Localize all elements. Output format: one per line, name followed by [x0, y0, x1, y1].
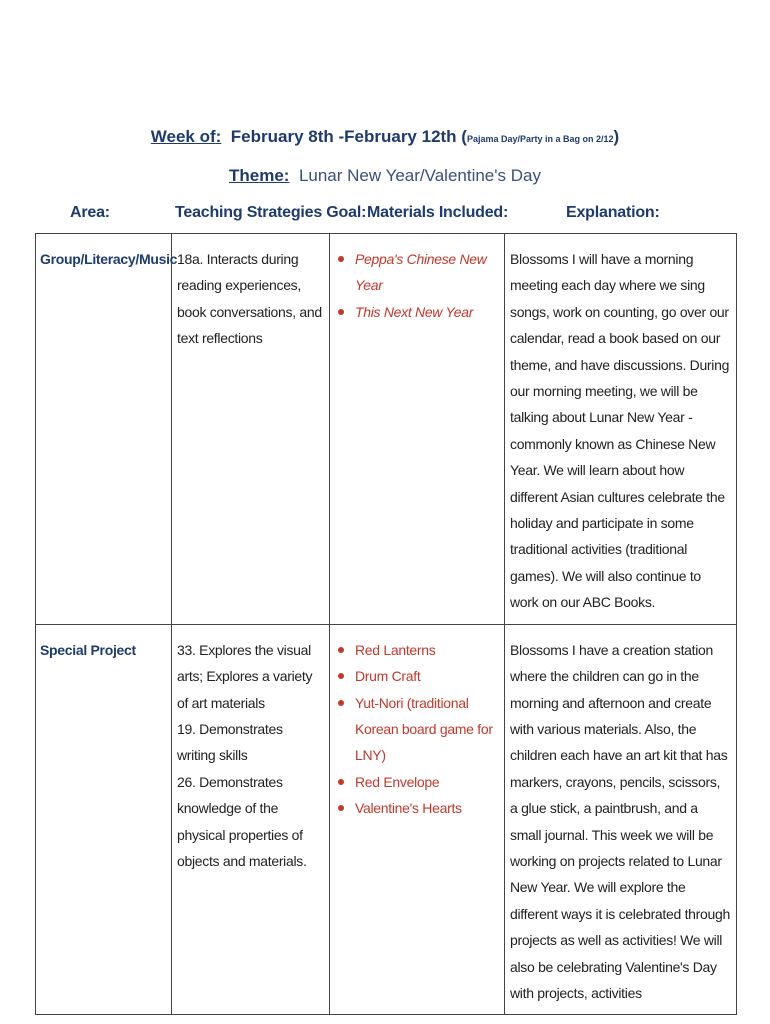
materials-cell — [330, 234, 505, 625]
week-note-open: ( — [461, 127, 467, 146]
week-dates: February 8th -February 12th — [230, 127, 457, 146]
theme-label: Theme: — [229, 166, 290, 185]
week-of-line — [0, 127, 770, 147]
goal-cell — [172, 624, 330, 1015]
material-item: Red Lanterns — [355, 637, 499, 663]
goal-item: 18a. Interacts during reading experiences, book conversations, and text reflections — [177, 251, 322, 347]
goal-cell — [172, 234, 330, 625]
goal-item: 33. Explores the visual arts; Explores a variety of art materials — [177, 641, 313, 711]
week-of-colon: : — [215, 127, 222, 146]
material-item: This Next New Year — [355, 299, 499, 325]
materials-list — [335, 637, 499, 822]
week-note-close: ) — [613, 127, 620, 146]
area-cell: Group/Literacy/Music — [36, 234, 172, 625]
goal-item: 19. Demonstrates writing skills — [177, 720, 283, 764]
explanation-cell: Blossoms I will have a morning meeting each day where we sing songs, work on counting, go over our calendar, read a book based on our theme, and have discussions. During our morning meeting, we will be talking about Lunar New Year - commonly known as Chinese New Year. We will learn about how different Asian cultures celebrate the holiday and participate in some traditional activities (traditional games). We will also continue to work on our ABC Books. — [505, 234, 737, 625]
column-header-goal: Teaching Strategies Goal: — [175, 204, 367, 221]
goal-item: 26. Demonstrates knowledge of the physical properties of objects and materials. — [177, 773, 307, 869]
table-row — [36, 234, 737, 625]
lesson-plan-table — [35, 233, 737, 1015]
materials-cell — [330, 624, 505, 1015]
table-row — [36, 624, 737, 1015]
explanation-cell: Blossoms I have a creation station where the children can go in the morning and afternoon and create with various materials. Also, the children each have an art kit that has markers, crayons, pencils, scissors, a glue stick, a paintbrush, and a small journal. This week we will be working on projects related to Lunar New Year. We will explore the different ways it is celebrated through projects as well as activities! We will also be celebrating Valentine's Day with projects, activities — [505, 624, 737, 1015]
materials-list — [335, 246, 499, 325]
material-item: Red Envelope — [355, 769, 499, 795]
material-item: Valentine's Hearts — [355, 795, 499, 821]
theme-value: Lunar New Year/Valentine's Day — [298, 166, 541, 185]
column-header-explanation: Explanation: — [566, 204, 660, 221]
theme-line — [0, 166, 770, 186]
week-of-label: Week of — [150, 127, 216, 146]
material-item: Drum Craft — [355, 663, 499, 689]
area-cell: Special Project — [36, 624, 172, 1015]
material-item: Peppa's Chinese New Year — [355, 246, 499, 299]
column-header-materials: Materials Included: — [367, 204, 509, 221]
column-header-area: Area: — [70, 204, 110, 221]
material-item: Yut-Nori (traditional Korean board game for LNY) — [355, 690, 499, 769]
week-note: Pajama Day/Party in a Bag on 2/12 — [466, 134, 614, 144]
